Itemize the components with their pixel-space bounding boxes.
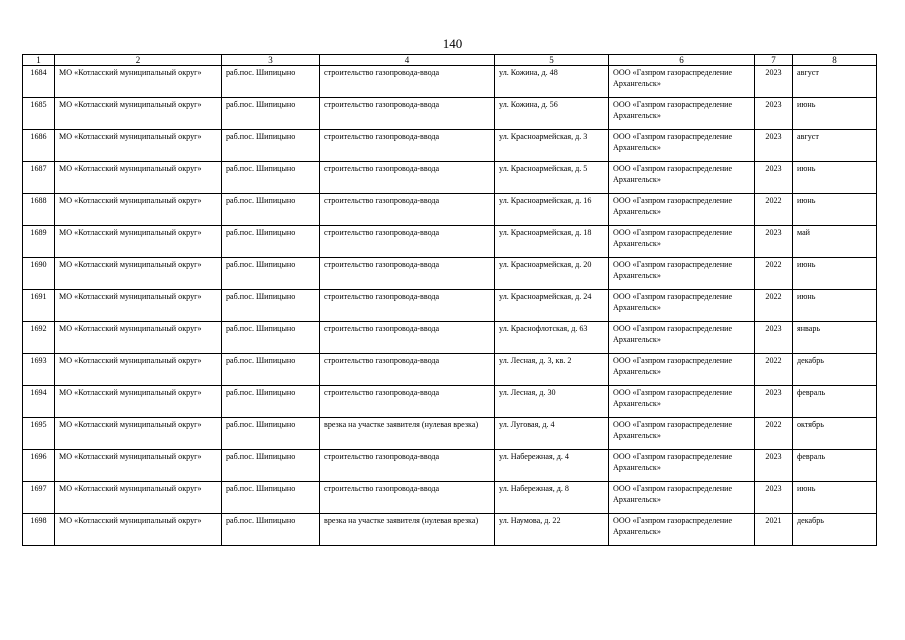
- month-cell: июнь: [793, 258, 877, 290]
- work-type-cell: строительство газопровода-ввода: [320, 482, 495, 514]
- address-cell: ул. Набережная, д. 8: [495, 482, 609, 514]
- table-row: [23, 98, 877, 130]
- month-cell: июнь: [793, 482, 877, 514]
- row-number-cell: 1696: [23, 450, 55, 482]
- work-type-cell: строительство газопровода-ввода: [320, 226, 495, 258]
- address-cell: ул. Наумова, д. 22: [495, 514, 609, 546]
- work-type-cell: строительство газопровода-ввода: [320, 354, 495, 386]
- municipality-cell: МО «Котласский муниципальный округ»: [55, 450, 222, 482]
- year-cell: 2023: [755, 322, 793, 354]
- settlement-cell: раб.пос. Шипицыно: [222, 98, 320, 130]
- address-cell: ул. Красноармейская, д. 20: [495, 258, 609, 290]
- year-cell: 2022: [755, 258, 793, 290]
- month-cell: декабрь: [793, 354, 877, 386]
- organization-cell: ООО «Газпром газораспределение Архангельск»: [609, 354, 755, 386]
- municipality-cell: МО «Котласский муниципальный округ»: [55, 162, 222, 194]
- month-cell: февраль: [793, 386, 877, 418]
- settlement-cell: раб.пос. Шипицыно: [222, 354, 320, 386]
- month-cell: январь: [793, 322, 877, 354]
- organization-cell: ООО «Газпром газораспределение Архангельск»: [609, 66, 755, 98]
- municipality-cell: МО «Котласский муниципальный округ»: [55, 322, 222, 354]
- table-row: [23, 322, 877, 354]
- municipality-cell: МО «Котласский муниципальный округ»: [55, 98, 222, 130]
- table-row: [23, 194, 877, 226]
- column-header: 2: [55, 55, 222, 66]
- municipality-cell: МО «Котласский муниципальный округ»: [55, 130, 222, 162]
- settlement-cell: раб.пос. Шипицыно: [222, 386, 320, 418]
- page-number: 140: [442, 36, 463, 51]
- settlement-cell: раб.пос. Шипицыно: [222, 194, 320, 226]
- work-type-cell: врезка на участке заявителя (нулевая врезка): [320, 514, 495, 546]
- settlement-cell: раб.пос. Шипицыно: [222, 322, 320, 354]
- table-row: [23, 482, 877, 514]
- month-cell: май: [793, 226, 877, 258]
- address-cell: ул. Луговая, д. 4: [495, 418, 609, 450]
- settlement-cell: раб.пос. Шипицыно: [222, 290, 320, 322]
- row-number-cell: 1697: [23, 482, 55, 514]
- year-cell: 2022: [755, 290, 793, 322]
- year-cell: 2023: [755, 98, 793, 130]
- municipality-cell: МО «Котласский муниципальный округ»: [55, 66, 222, 98]
- municipality-cell: МО «Котласский муниципальный округ»: [55, 258, 222, 290]
- organization-cell: ООО «Газпром газораспределение Архангельск»: [609, 98, 755, 130]
- municipality-cell: МО «Котласский муниципальный округ»: [55, 386, 222, 418]
- month-cell: декабрь: [793, 514, 877, 546]
- row-number-cell: 1692: [23, 322, 55, 354]
- column-header: 1: [23, 55, 55, 66]
- month-cell: июнь: [793, 98, 877, 130]
- work-type-cell: строительство газопровода-ввода: [320, 162, 495, 194]
- row-number-cell: 1685: [23, 98, 55, 130]
- settlement-cell: раб.пос. Шипицыно: [222, 450, 320, 482]
- organization-cell: ООО «Газпром газораспределение Архангельск»: [609, 194, 755, 226]
- table-row: [23, 418, 877, 450]
- month-cell: октябрь: [793, 418, 877, 450]
- row-number-cell: 1687: [23, 162, 55, 194]
- municipality-cell: МО «Котласский муниципальный округ»: [55, 418, 222, 450]
- table-row: [23, 514, 877, 546]
- address-cell: ул. Кожина, д. 48: [495, 66, 609, 98]
- year-cell: 2022: [755, 354, 793, 386]
- year-cell: 2023: [755, 162, 793, 194]
- year-cell: 2023: [755, 386, 793, 418]
- year-cell: 2023: [755, 226, 793, 258]
- municipality-cell: МО «Котласский муниципальный округ»: [55, 194, 222, 226]
- column-header: 3: [222, 55, 320, 66]
- month-cell: февраль: [793, 450, 877, 482]
- organization-cell: ООО «Газпром газораспределение Архангельск»: [609, 386, 755, 418]
- work-type-cell: строительство газопровода-ввода: [320, 386, 495, 418]
- column-header: 6: [609, 55, 755, 66]
- address-cell: ул. Красноармейская, д. 18: [495, 226, 609, 258]
- table-row: [23, 162, 877, 194]
- month-cell: июнь: [793, 290, 877, 322]
- address-cell: ул. Краснофлотская, д. 63: [495, 322, 609, 354]
- row-number-cell: 1694: [23, 386, 55, 418]
- organization-cell: ООО «Газпром газораспределение Архангельск»: [609, 258, 755, 290]
- column-header: 4: [320, 55, 495, 66]
- settlement-cell: раб.пос. Шипицыно: [222, 514, 320, 546]
- organization-cell: ООО «Газпром газораспределение Архангельск»: [609, 226, 755, 258]
- municipality-cell: МО «Котласский муниципальный округ»: [55, 354, 222, 386]
- address-cell: ул. Лесная, д. 30: [495, 386, 609, 418]
- column-header: 7: [755, 55, 793, 66]
- municipality-cell: МО «Котласский муниципальный округ»: [55, 290, 222, 322]
- work-type-cell: строительство газопровода-ввода: [320, 66, 495, 98]
- municipality-cell: МО «Котласский муниципальный округ»: [55, 226, 222, 258]
- gas-connection-register-table: [22, 54, 877, 546]
- settlement-cell: раб.пос. Шипицыно: [222, 482, 320, 514]
- work-type-cell: строительство газопровода-ввода: [320, 450, 495, 482]
- organization-cell: ООО «Газпром газораспределение Архангельск»: [609, 514, 755, 546]
- settlement-cell: раб.пос. Шипицыно: [222, 130, 320, 162]
- year-cell: 2023: [755, 130, 793, 162]
- column-header: 8: [793, 55, 877, 66]
- row-number-cell: 1693: [23, 354, 55, 386]
- settlement-cell: раб.пос. Шипицыно: [222, 258, 320, 290]
- settlement-cell: раб.пос. Шипицыно: [222, 418, 320, 450]
- settlement-cell: раб.пос. Шипицыно: [222, 226, 320, 258]
- table-row: [23, 450, 877, 482]
- work-type-cell: строительство газопровода-ввода: [320, 194, 495, 226]
- address-cell: ул. Красноармейская, д. 16: [495, 194, 609, 226]
- address-cell: ул. Кожина, д. 56: [495, 98, 609, 130]
- table-row: [23, 258, 877, 290]
- organization-cell: ООО «Газпром газораспределение Архангельск»: [609, 450, 755, 482]
- table-row: [23, 226, 877, 258]
- address-cell: ул. Набережная, д. 4: [495, 450, 609, 482]
- table-row: [23, 290, 877, 322]
- row-number-cell: 1684: [23, 66, 55, 98]
- row-number-cell: 1690: [23, 258, 55, 290]
- row-number-cell: 1695: [23, 418, 55, 450]
- organization-cell: ООО «Газпром газораспределение Архангельск»: [609, 418, 755, 450]
- year-cell: 2023: [755, 450, 793, 482]
- work-type-cell: врезка на участке заявителя (нулевая врезка): [320, 418, 495, 450]
- year-cell: 2022: [755, 194, 793, 226]
- work-type-cell: строительство газопровода-ввода: [320, 130, 495, 162]
- organization-cell: ООО «Газпром газораспределение Архангельск»: [609, 482, 755, 514]
- settlement-cell: раб.пос. Шипицыно: [222, 66, 320, 98]
- municipality-cell: МО «Котласский муниципальный округ»: [55, 514, 222, 546]
- table-row: [23, 386, 877, 418]
- month-cell: август: [793, 66, 877, 98]
- month-cell: август: [793, 130, 877, 162]
- month-cell: июнь: [793, 162, 877, 194]
- year-cell: 2023: [755, 66, 793, 98]
- organization-cell: ООО «Газпром газораспределение Архангельск»: [609, 322, 755, 354]
- column-number-header-row: [23, 55, 877, 66]
- address-cell: ул. Лесная, д. 3, кв. 2: [495, 354, 609, 386]
- work-type-cell: строительство газопровода-ввода: [320, 258, 495, 290]
- settlement-cell: раб.пос. Шипицыно: [222, 162, 320, 194]
- address-cell: ул. Красноармейская, д. 24: [495, 290, 609, 322]
- month-cell: июнь: [793, 194, 877, 226]
- organization-cell: ООО «Газпром газораспределение Архангельск»: [609, 290, 755, 322]
- year-cell: 2021: [755, 514, 793, 546]
- year-cell: 2022: [755, 418, 793, 450]
- organization-cell: ООО «Газпром газораспределение Архангельск»: [609, 130, 755, 162]
- row-number-cell: 1698: [23, 514, 55, 546]
- work-type-cell: строительство газопровода-ввода: [320, 98, 495, 130]
- row-number-cell: 1688: [23, 194, 55, 226]
- table-row: [23, 130, 877, 162]
- row-number-cell: 1689: [23, 226, 55, 258]
- address-cell: ул. Красноармейская, д. 5: [495, 162, 609, 194]
- organization-cell: ООО «Газпром газораспределение Архангельск»: [609, 162, 755, 194]
- table-row: [23, 354, 877, 386]
- row-number-cell: 1691: [23, 290, 55, 322]
- table-row: [23, 66, 877, 98]
- address-cell: ул. Красноармейская, д. 3: [495, 130, 609, 162]
- column-header: 5: [495, 55, 609, 66]
- municipality-cell: МО «Котласский муниципальный округ»: [55, 482, 222, 514]
- row-number-cell: 1686: [23, 130, 55, 162]
- work-type-cell: строительство газопровода-ввода: [320, 290, 495, 322]
- year-cell: 2023: [755, 482, 793, 514]
- work-type-cell: строительство газопровода-ввода: [320, 322, 495, 354]
